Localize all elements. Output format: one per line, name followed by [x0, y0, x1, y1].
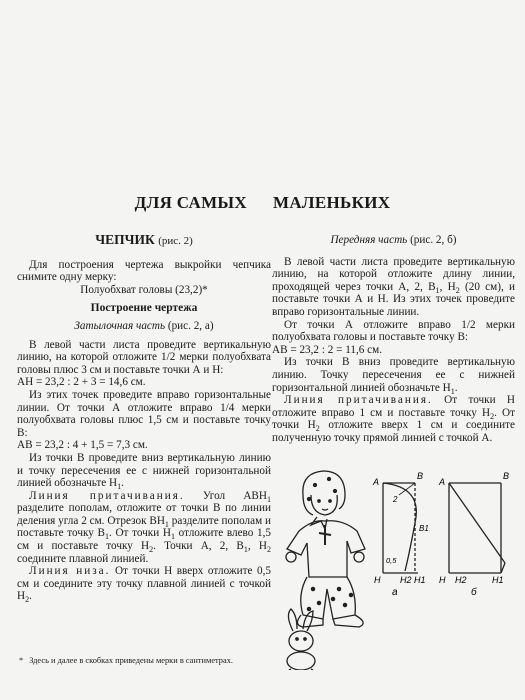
- fig-label-letter-b: б: [471, 587, 477, 598]
- bottom-line-lead: Линия низа.: [29, 565, 111, 578]
- fig-label-h1-left: H1: [414, 575, 426, 585]
- footnote: [17, 656, 271, 666]
- formula-ab-back: АВ = 23,2 : 4 + 1,5 = 7,3 см.: [17, 439, 148, 452]
- fig-label-a-right: A: [439, 477, 446, 487]
- formula-ab-front: АВ = 23,2 : 2 = 11,6 см.: [272, 343, 383, 356]
- page-title: [0, 193, 525, 213]
- front-paragraph-1: В левой части листа проведите вертикальную линию, на которой отложите длину линии, проходящей через точки А, 2, $В_1$, $Н_2$ (20 см), и поставьте точки А и Н. Из этих точек проведите вправо горизонтальные линии.: [272, 255, 515, 318]
- back-part-heading-ref: (рис. 2, а): [167, 319, 214, 332]
- fig-label-letter-a: a: [392, 587, 398, 598]
- fig-label-half: 0,5: [386, 556, 397, 565]
- left-column: [17, 234, 271, 603]
- fig-label-h2-left: H2: [400, 575, 412, 585]
- measure-line: Полуобхват головы (23,2)*: [80, 283, 208, 296]
- figure-2: [273, 465, 513, 670]
- fig-label-b-right: B: [503, 471, 510, 481]
- cap-heading: [17, 234, 271, 248]
- front-part-heading-text: Передняя часть: [330, 234, 408, 246]
- back-paragraph-3: Из точки В проведите вниз вертикальную линию и точку пересечения ее с нижней горизонтальной линией обозначьте $Н_1$.: [17, 451, 271, 492]
- footnote-text: Здесь и далее в скобках приведены мерки в сантиметрах.: [29, 656, 233, 665]
- back-paragraph-2: Из этих точек проведите вправо горизонтальные линии. От точки А отложите вправо 1/4 мерки полуобхвата головы плюс 1,5 см и поставьте точку В:: [17, 388, 271, 439]
- fig-label-b1-left: B1: [419, 524, 429, 533]
- front-part-heading-ref: (рис. 2, б): [410, 234, 457, 246]
- cap-heading-ref: (рис. 2): [158, 235, 193, 247]
- right-column: [272, 234, 515, 445]
- construction-heading: Построение чертежа: [90, 302, 198, 315]
- figure-2-drawing: [273, 465, 513, 670]
- back-seam-paragraph: Линия притачивания. Угол $АВН_1$ разделите пополам, отложите от точки В по линии деления угла 2 см. Отрезок $ВН_1$ разделите пополам и поставьте точку $В_1$. От точки $Н_1$ отложите влево 1,5 см и поставьте точку $Н_2$. Точки А, 2, $В_1$, $Н_2$ соедините плавной линией.: [17, 489, 271, 565]
- title-part-2: МАЛЕНЬКИХ: [272, 193, 391, 212]
- intro-paragraph: Для построения чертежа выкройки чепчика снимите одну мерку:: [17, 258, 271, 284]
- front-part-heading: [272, 234, 515, 247]
- baby-illustration: [286, 471, 365, 670]
- fig-label-h-right: H: [439, 575, 446, 585]
- front-seam-paragraph: Линия притачивания. От точки Н отложите вправо 1 см и поставьте точку $Н_2$. От точки $Н_2$ отложите вверх 1 см и соедините полученную точку прямой линией с точкой А.: [272, 394, 516, 444]
- back-part-heading-text: Затылочная часть: [74, 319, 166, 332]
- fig-label-h2-right: H2: [455, 575, 467, 585]
- front-seam-lead: Линия притачивания.: [284, 394, 433, 407]
- back-paragraph-1: В левой части листа проведите вертикальную линию, на которой отложите 1/2 мерки полуобхвата головы плюс 3 см и поставьте точки А и Н:: [17, 338, 271, 376]
- back-part-heading: [17, 320, 271, 333]
- front-paragraph-2: От точки А отложите вправо 1/2 мерки полуобхвата головы и поставьте точку В:: [272, 318, 515, 344]
- fig-label-a-left: A: [373, 477, 380, 487]
- seam-line-lead: Линия притачивания.: [29, 489, 185, 502]
- footnote-star: *: [19, 656, 24, 665]
- pattern-front-part: [449, 483, 505, 573]
- fig-label-h1-right: H1: [492, 575, 504, 585]
- fig-label-b-left: B: [417, 471, 424, 481]
- title-part-1: ДЛЯ САМЫХ: [134, 193, 247, 212]
- fig-label-2-left: 2: [393, 495, 398, 504]
- fig-label-h-left: H: [374, 575, 381, 585]
- formula-ah: АН = 23,2 : 2 + 3 = 14,6 см.: [17, 376, 146, 389]
- cap-heading-text: ЧЕПЧИК: [95, 232, 155, 247]
- front-paragraph-3: Из точки В вниз проведите вертикальную линию. Точку пересечения ее с нижней горизонтальной линией обозначьте $Н_1$.: [272, 356, 515, 396]
- bottom-line-paragraph: Линия низа. От точки Н вверх отложите 0,5 см и соедините эту точку плавной линией с точкой $Н_2$.: [17, 565, 271, 605]
